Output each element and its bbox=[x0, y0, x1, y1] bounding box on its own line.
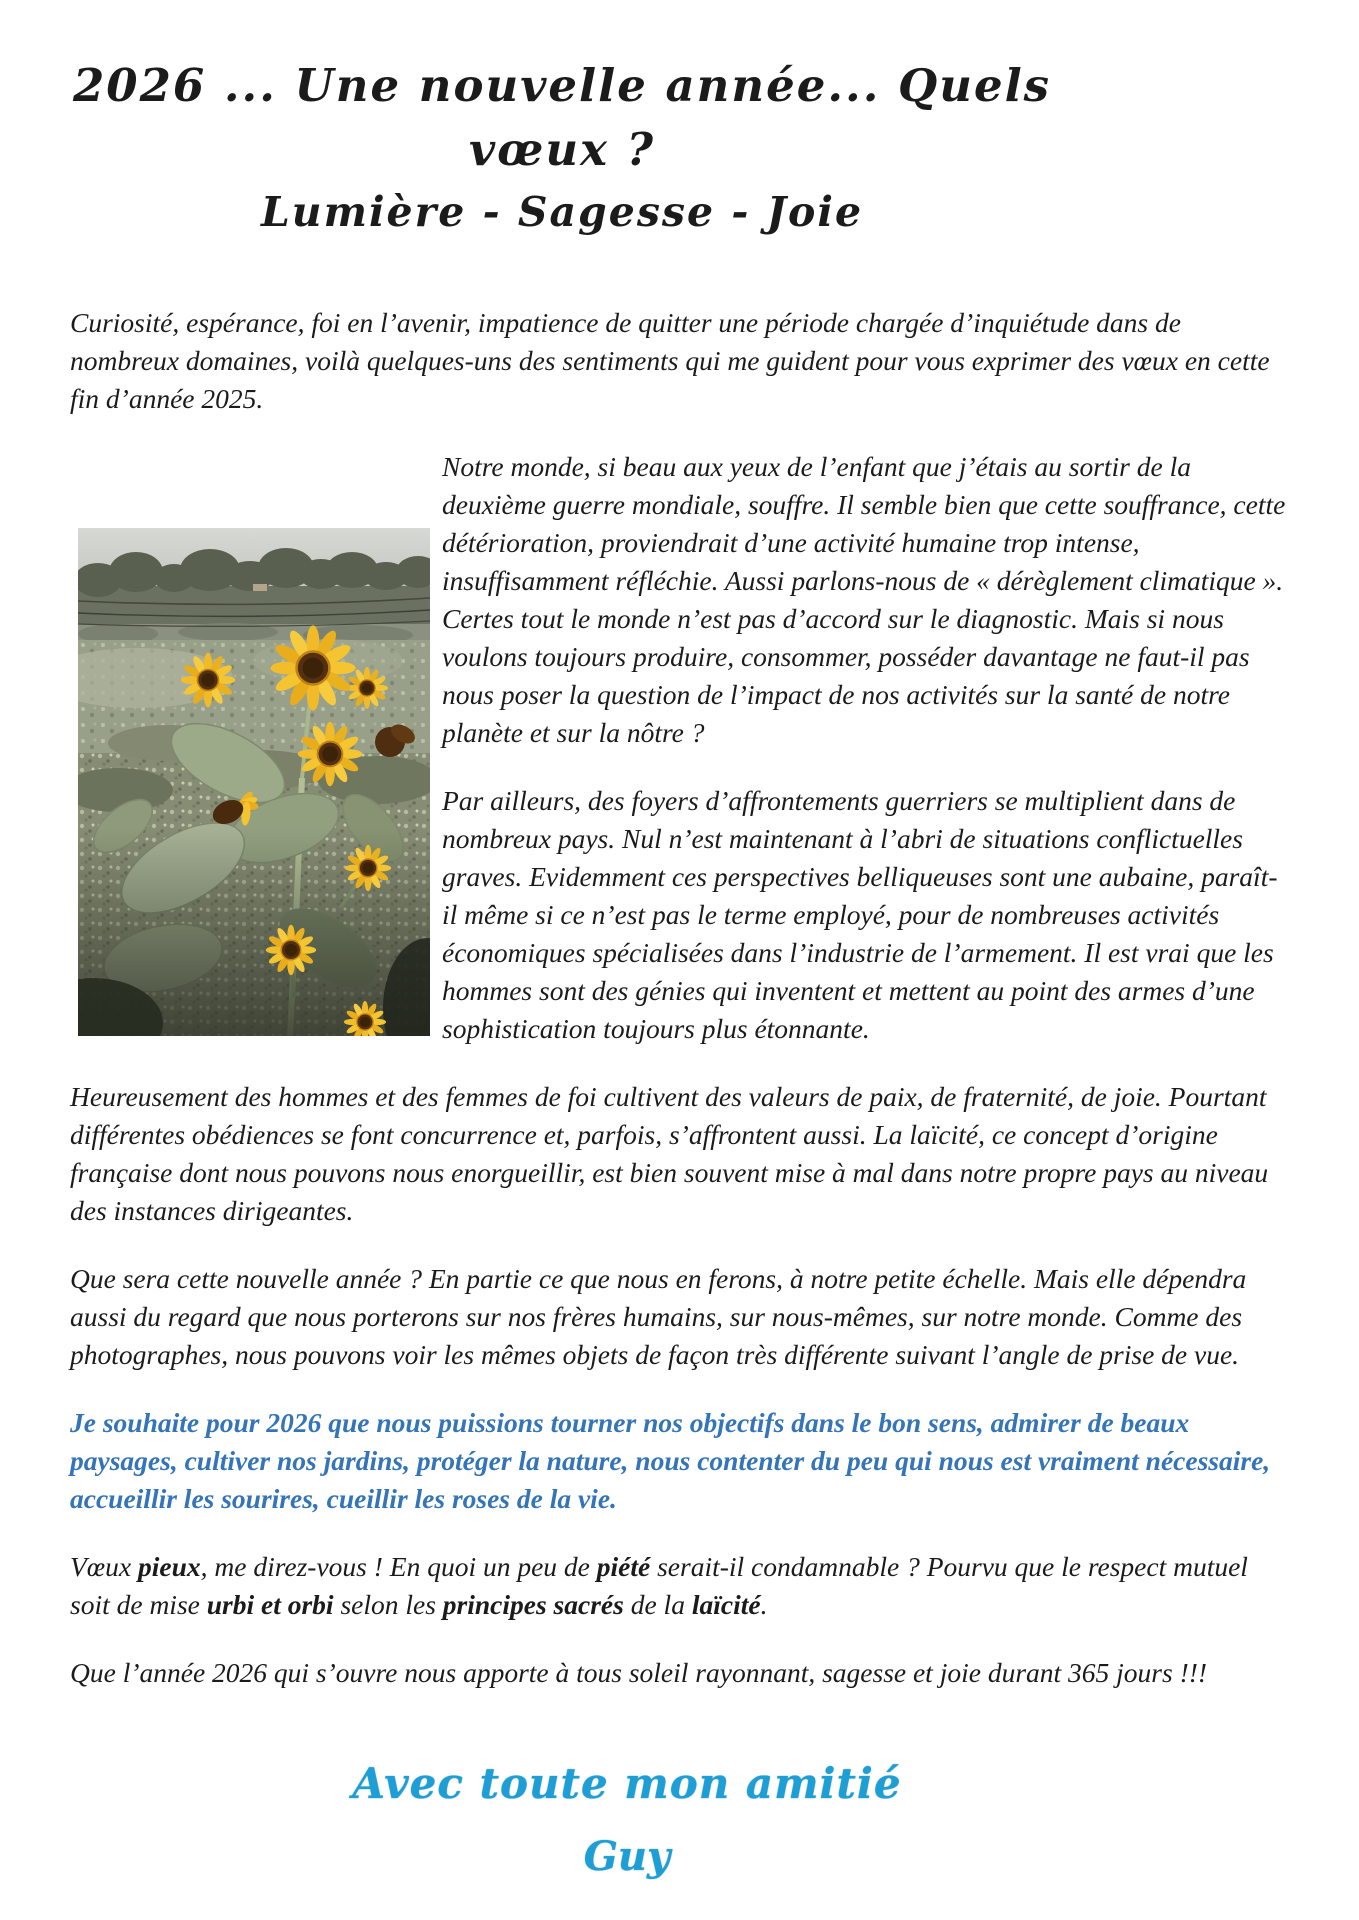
signature-block bbox=[70, 1758, 1184, 1882]
text-segment: , me direz-vous ! En quoi un peu de bbox=[200, 1551, 597, 1582]
paragraph-text: Je souhaite pour 2026 que nous puissions tourner nos objectifs dans le bon sens, admirer de beaux paysages, cultiver nos jardins, protéger la nature, nous contenter du peu qui nous est vraiment nécessaire, accueillir les sourires, cueillir les roses de la vie. bbox=[70, 1407, 1271, 1514]
sunflowers-in-field-photo bbox=[78, 528, 430, 1036]
bold-word: principes sacrés bbox=[442, 1589, 624, 1620]
text-segment: selon les bbox=[333, 1589, 443, 1620]
title-line-2: Lumière - Sagesse - Joie bbox=[260, 188, 864, 236]
letter-paragraph-6-wish bbox=[70, 1404, 1289, 1518]
letter-paragraph-2 bbox=[70, 448, 1289, 752]
text-segment: Vœux bbox=[70, 1551, 138, 1582]
signature-closing: Avec toute mon amitié bbox=[352, 1759, 902, 1808]
letter-paragraph-5 bbox=[70, 1260, 1289, 1374]
bold-word: urbi et orbi bbox=[206, 1589, 334, 1620]
letter-paragraph-1 bbox=[70, 304, 1289, 418]
paragraph-text: Heureusement des hommes et des femmes de foi cultivent des valeurs de paix, de fraternité, de joie. Pourtant différentes obédiences se font concurrence et, parfois, s’affrontent aussi. La laïcité, ce concept d’origine française dont nous pouvons nous enorgueillir, est bien souvent mise à mal dans notre propre pays au niveau des instances dirigeantes. bbox=[70, 1081, 1269, 1226]
letter-paragraph-7 bbox=[70, 1548, 1289, 1624]
text-segment: de la bbox=[623, 1589, 692, 1620]
document-title bbox=[70, 54, 1054, 242]
paragraph-text: Que l’année 2026 qui s’ouvre nous apporte à tous soleil rayonnant, sagesse et joie durant 365 jours !!! bbox=[70, 1657, 1208, 1688]
paragraph-text: Notre monde, si beau aux yeux de l’enfant que j’étais au sortir de la deuxième guerre mondiale, souffre. Il semble bien que cette souffrance, cette détérioration, proviendrait d’une activité humaine trop intense, insuffisamment réfléchie. Aussi parlons-nous de « dérèglement climatique ». Certes tout le monde n’est pas d’accord sur le diagnostic. Mais si nous voulons toujours produire, consommer, posséder davantage ne faut-il pas nous poser la question de l’impact de nos activités sur la santé de notre planète et sur la nôtre ? bbox=[442, 451, 1286, 748]
paragraph-text: Par ailleurs, des foyers d’affrontements guerriers se multiplient dans de nombreux pays. Nul n’est maintenant à l’abri de situations conflictuelles graves. Evidemment ces perspectives belliqueuses sont une aubaine, paraît-il même si ce n’est pas le terme employé, pour de nombreuses activités économiques spécialisées dans l’industrie de l’armement. Il est vrai que les hommes sont des génies qui inventent et mettent au point des armes d’une sophistication toujours plus étonnante. bbox=[442, 785, 1278, 1044]
title-line-1: 2026 ... Une nouvelle année... Quels vœux ? bbox=[72, 59, 1052, 176]
text-segment: . bbox=[760, 1589, 768, 1620]
paragraph-text: Que sera cette nouvelle année ? En partie ce que nous en ferons, à notre petite échelle. Mais elle dépendra aussi du regard que nous porterons sur nos frères humains, sur nous-mêmes, sur notre monde. Comme des photographes, nous pouvons voir les mêmes objets de façon très différente suivant l’angle de prise de vue. bbox=[70, 1263, 1247, 1370]
bold-word: laïcité bbox=[691, 1589, 761, 1620]
letter-paragraph-8 bbox=[70, 1654, 1289, 1692]
bold-word: pieux bbox=[137, 1551, 201, 1582]
text-segment: serait-il condamnable ? Pourvu que le respect mutuel soit de mise bbox=[70, 1551, 1248, 1620]
paragraph-text: Curiosité, espérance, foi en l’avenir, impatience de quitter une période chargée d’inquiétude dans de nombreux domaines, voilà quelques-uns des sentiments qui me guident pour vous exprimer des vœux en cette fin d’année 2025. bbox=[70, 307, 1270, 414]
signature-name: Guy bbox=[583, 1833, 671, 1880]
bold-word: piété bbox=[596, 1551, 651, 1582]
letter-paragraph-4 bbox=[70, 1078, 1289, 1230]
